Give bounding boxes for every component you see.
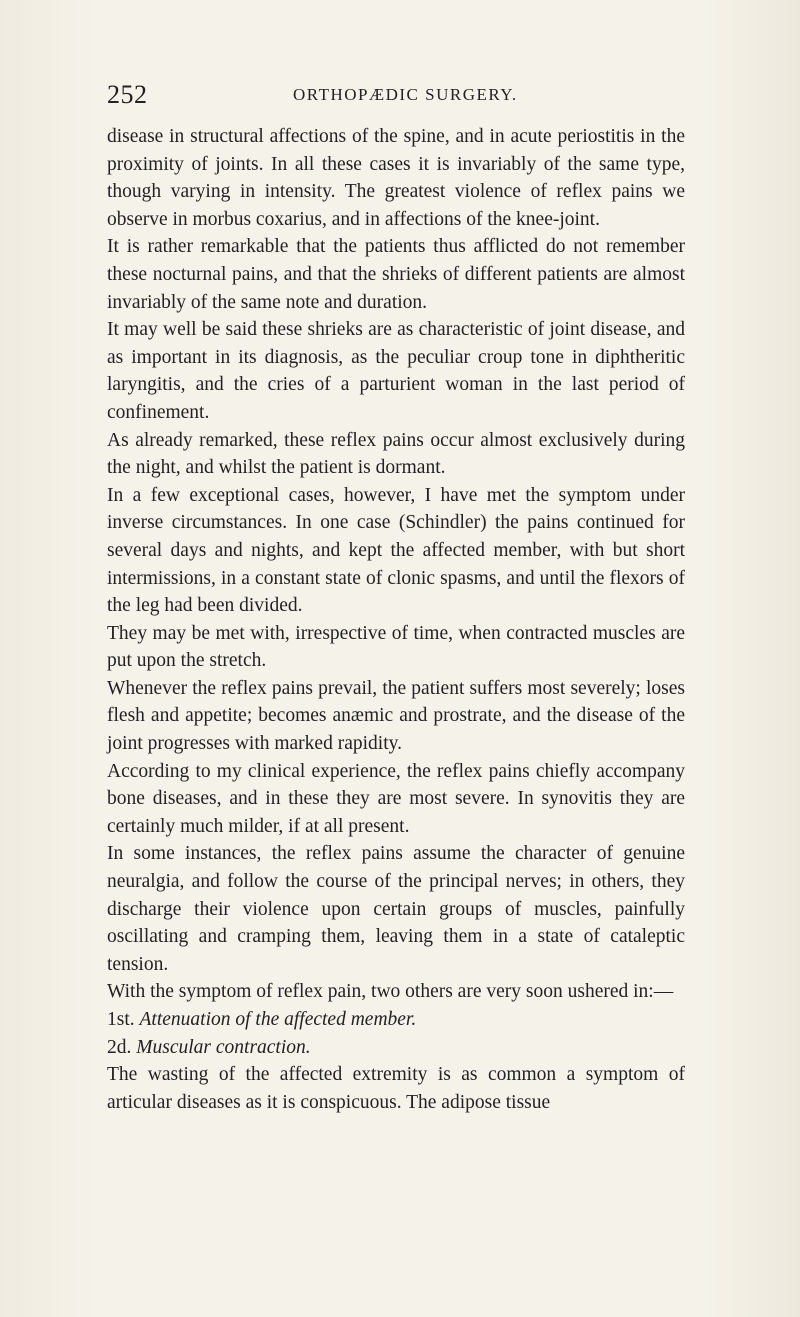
list-number: 1st.: [107, 1009, 135, 1030]
list-item: [107, 1006, 685, 1034]
running-title: ORTHOPÆDIC SURGERY.: [293, 85, 518, 104]
paragraph: disease in structural affections of the spine, and in acute periostitis in the proximity of joints. In all these cases it is invariably of the same type, though varying in intensity. The greatest violence of reflex pains we observe in morbus coxarius, and in affections of the knee-joint.: [107, 126, 685, 230]
paragraph: With the symptom of reflex pain, two others are very soon ushered in:—: [107, 981, 674, 1003]
list-text: Muscular contraction.: [136, 1036, 311, 1058]
paragraph: As already remarked, these reflex pains occur almost exclusively during the night, and whilst the patient is dormant.: [107, 429, 685, 479]
paragraph: The wasting of the affected extremity is as common a symptom of articular diseases as it is conspicuous. The adipose tissue: [107, 1064, 685, 1113]
list-number: 2d.: [107, 1036, 132, 1058]
list-text: Attenuation of the affected member.: [139, 1009, 417, 1030]
paragraph: They may be met with, irrespective of time, when contracted muscles are put upon the stretch.: [107, 622, 685, 672]
page-number: 252: [107, 80, 148, 109]
paragraph: In a few exceptional cases, however, I have met the symptom under inverse circumstances. In one case (Schindler) the pains continued for several days and nights, and kept the affected member, with but short intermissions, in a constant state of clonic spasms, and until the flexors of the leg had been divided.: [107, 484, 685, 617]
paragraph: In some instances, the reflex pains assume the character of genuine neuralgia, and follow the course of the principal nerves; in others, they discharge their violence upon certain groups of muscles, painfully oscillating and cramping them, leaving them in a state of cataleptic tension.: [107, 843, 685, 975]
list-item: [107, 1034, 685, 1062]
paragraph: It is rather remarkable that the patients thus afflicted do not remember these nocturnal pains, and that the shrieks of different patients are almost invariably of the same note and duration.: [107, 236, 685, 313]
paragraph: According to my clinical experience, the reflex pains chiefly accompany bone diseases, and in these they are most severe. In synovitis they are certainly much milder, if at all present.: [107, 760, 685, 837]
paragraph: Whenever the reflex pains prevail, the patient suffers most severely; loses flesh and appetite; becomes anæmic and prostrate, and the disease of the joint progresses with marked rapidity.: [107, 677, 685, 755]
page-header: [107, 80, 707, 110]
body-text: [107, 123, 685, 1116]
paragraph: It may well be said these shrieks are as characteristic of joint disease, and as important in its diagnosis, as the peculiar croup tone in diphtheritic laryngitis, and the cries of a parturient woman in the last period of confinement.: [107, 319, 685, 423]
